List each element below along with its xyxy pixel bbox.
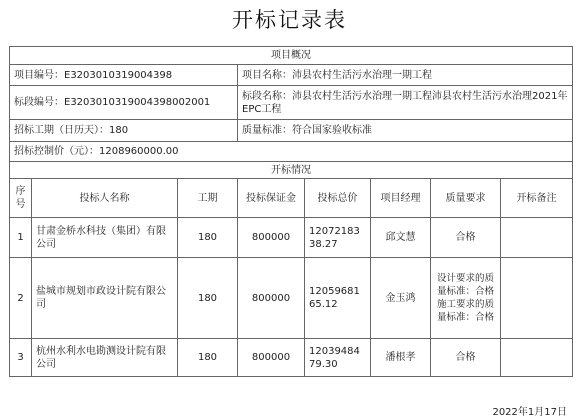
table-row <box>10 258 573 339</box>
row-quality: 合格 <box>431 339 501 377</box>
row-remark <box>501 258 573 339</box>
quality-standard: 质量标准：符合国家验收标准 <box>238 120 573 142</box>
table-row <box>10 218 573 258</box>
header-total: 投标总价 <box>305 179 371 218</box>
table-row <box>10 339 573 377</box>
row-bidder: 盐城市规划市政设计院有限公司 <box>32 258 178 339</box>
overview-section-title: 项目概况 <box>10 47 573 65</box>
project-number: 项目编号：E3203010319004398 <box>10 65 238 86</box>
row-quality: 设计要求的质量标准：合格 施工要求的质量标准：合格 <box>431 258 501 339</box>
page-title: 开标记录表 <box>232 8 347 32</box>
row-period: 180 <box>178 339 238 377</box>
header-period: 工期 <box>178 179 238 218</box>
row-deposit: 800000 <box>238 218 305 258</box>
bid-record-table <box>9 46 573 377</box>
row-seq: 3 <box>10 339 32 377</box>
row-total: 1203948479.30 <box>305 339 371 377</box>
period-row <box>10 120 573 142</box>
row-deposit: 800000 <box>238 339 305 377</box>
header-deposit: 投标保证金 <box>238 179 305 218</box>
row-bidder: 甘肃金桥水科技（集团）有限公司 <box>32 218 178 258</box>
row-seq: 1 <box>10 218 32 258</box>
row-seq: 2 <box>10 258 32 339</box>
header-quality: 质量要求 <box>431 179 501 218</box>
project-name: 项目名称：沛县农村生活污水治理一期工程 <box>238 65 573 86</box>
row-remark <box>501 218 573 258</box>
row-manager: 邱文慧 <box>371 218 431 258</box>
row-period: 180 <box>178 218 238 258</box>
row-total: 1207218338.27 <box>305 218 371 258</box>
control-price: 招标控制价（元）：1208960000.00 <box>10 142 573 162</box>
header-manager: 项目经理 <box>371 179 431 218</box>
row-bidder: 杭州水利水电勘测设计院有限公司 <box>32 339 178 377</box>
bids-section-title: 开标情况 <box>10 162 573 179</box>
section-number: 标段编号：E3203010319004398002001 <box>10 86 238 120</box>
header-bidder: 投标人名称 <box>32 179 178 218</box>
header-remark: 开标备注 <box>501 179 573 218</box>
row-manager: 金玉鸿 <box>371 258 431 339</box>
section-row <box>10 86 573 120</box>
row-quality: 合格 <box>431 218 501 258</box>
row-deposit: 800000 <box>238 258 305 339</box>
row-period: 180 <box>178 258 238 339</box>
overview-section-row <box>10 47 573 65</box>
project-row <box>10 65 573 86</box>
bids-section-row <box>10 162 573 179</box>
row-total: 1205968165.12 <box>305 258 371 339</box>
control-price-row <box>10 142 573 162</box>
tender-period: 招标工期（日历天）：180 <box>10 120 238 142</box>
bids-header-row <box>10 179 573 218</box>
row-manager: 潘根孝 <box>371 339 431 377</box>
header-seq: 序号 <box>10 179 32 218</box>
record-date: 2022年1月17日 <box>492 407 567 418</box>
section-name: 标段名称：沛县农村生活污水治理一期工程沛县农村生活污水治理2021年EPC工程 <box>238 86 573 120</box>
row-remark <box>501 339 573 377</box>
